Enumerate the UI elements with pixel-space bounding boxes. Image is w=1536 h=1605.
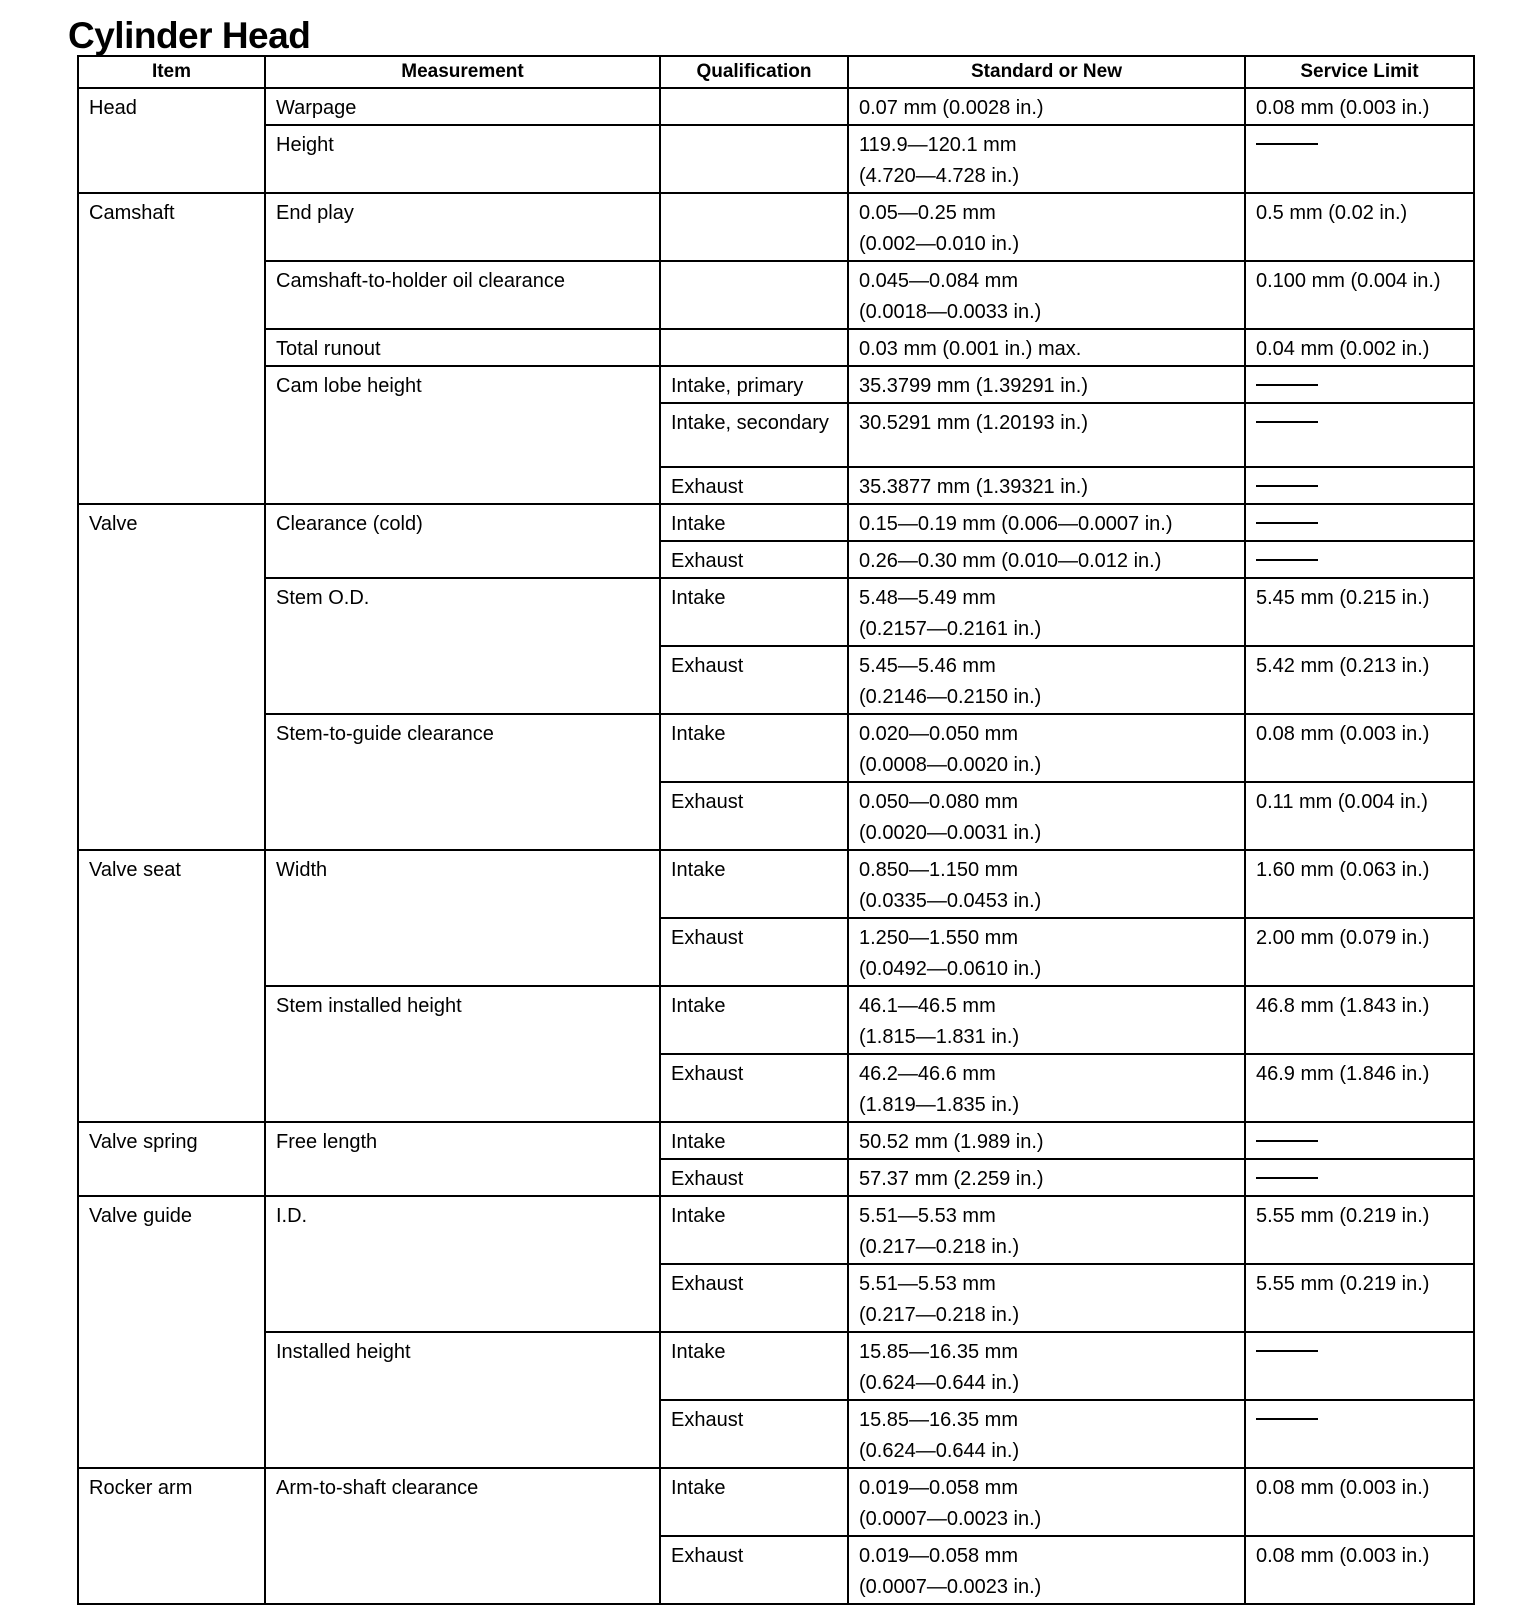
service-limit-cell bbox=[1245, 1122, 1474, 1159]
service-limit-cell: 0.5 mm (0.02 in.) bbox=[1245, 193, 1474, 261]
qualification-cell: Exhaust bbox=[660, 541, 848, 578]
qualification-cell: Exhaust bbox=[660, 1400, 848, 1468]
table-row bbox=[78, 1468, 1474, 1536]
standard-cell: 0.850—1.150 mm (0.0335—0.0453 in.) bbox=[848, 850, 1245, 918]
measurement-cell: Free length bbox=[265, 1122, 660, 1196]
qualification-cell: Exhaust bbox=[660, 1159, 848, 1196]
qualification-cell: Exhaust bbox=[660, 1536, 848, 1604]
header-item: Item bbox=[78, 56, 265, 88]
table-row bbox=[78, 193, 1474, 261]
table-row bbox=[78, 714, 1474, 782]
service-limit-cell: 0.08 mm (0.003 in.) bbox=[1245, 1536, 1474, 1604]
item-cell: Valve seat bbox=[78, 850, 265, 1122]
item-cell: Rocker arm bbox=[78, 1468, 265, 1604]
measurement-cell: Installed height bbox=[265, 1332, 660, 1468]
measurement-cell: Stem installed height bbox=[265, 986, 660, 1122]
measurement-cell: Camshaft-to-holder oil clearance bbox=[265, 261, 660, 329]
standard-cell: 5.48—5.49 mm (0.2157—0.2161 in.) bbox=[848, 578, 1245, 646]
standard-cell: 35.3877 mm (1.39321 in.) bbox=[848, 467, 1245, 504]
qualification-cell: Intake bbox=[660, 578, 848, 646]
standard-cell: 0.045—0.084 mm (0.0018—0.0033 in.) bbox=[848, 261, 1245, 329]
service-limit-cell bbox=[1245, 403, 1474, 467]
item-cell: Head bbox=[78, 88, 265, 193]
no-limit-dash bbox=[1256, 1350, 1318, 1352]
no-limit-dash bbox=[1256, 485, 1318, 487]
standard-cell: 30.5291 mm (1.20193 in.) bbox=[848, 403, 1245, 467]
table-row bbox=[78, 125, 1474, 193]
service-limit-cell bbox=[1245, 125, 1474, 193]
standard-cell: 0.03 mm (0.001 in.) max. bbox=[848, 329, 1245, 366]
table-row bbox=[78, 850, 1474, 918]
measurement-cell: Stem O.D. bbox=[265, 578, 660, 714]
standard-cell: 50.52 mm (1.989 in.) bbox=[848, 1122, 1245, 1159]
qualification-cell: Intake bbox=[660, 986, 848, 1054]
standard-cell: 0.05—0.25 mm (0.002—0.010 in.) bbox=[848, 193, 1245, 261]
service-limit-cell: 5.45 mm (0.215 in.) bbox=[1245, 578, 1474, 646]
qualification-cell bbox=[660, 261, 848, 329]
service-limit-cell: 46.8 mm (1.843 in.) bbox=[1245, 986, 1474, 1054]
no-limit-dash bbox=[1256, 1418, 1318, 1420]
header-service-limit: Service Limit bbox=[1245, 56, 1474, 88]
header-qualification: Qualification bbox=[660, 56, 848, 88]
no-limit-dash bbox=[1256, 1140, 1318, 1142]
standard-cell: 0.07 mm (0.0028 in.) bbox=[848, 88, 1245, 125]
standard-cell: 15.85—16.35 mm (0.624—0.644 in.) bbox=[848, 1400, 1245, 1468]
qualification-cell: Exhaust bbox=[660, 918, 848, 986]
standard-cell: 0.019—0.058 mm (0.0007—0.0023 in.) bbox=[848, 1536, 1245, 1604]
no-limit-dash bbox=[1256, 421, 1318, 423]
standard-cell: 5.51—5.53 mm (0.217—0.218 in.) bbox=[848, 1196, 1245, 1264]
service-limit-cell: 5.42 mm (0.213 in.) bbox=[1245, 646, 1474, 714]
service-limit-cell: 0.100 mm (0.004 in.) bbox=[1245, 261, 1474, 329]
standard-cell: 5.45—5.46 mm (0.2146—0.2150 in.) bbox=[848, 646, 1245, 714]
qualification-cell: Intake bbox=[660, 1332, 848, 1400]
service-limit-cell: 46.9 mm (1.846 in.) bbox=[1245, 1054, 1474, 1122]
service-limit-cell: 0.04 mm (0.002 in.) bbox=[1245, 329, 1474, 366]
item-cell: Valve bbox=[78, 504, 265, 850]
standard-cell: 46.2—46.6 mm (1.819—1.835 in.) bbox=[848, 1054, 1245, 1122]
no-limit-dash bbox=[1256, 1177, 1318, 1179]
service-limit-cell bbox=[1245, 1159, 1474, 1196]
measurement-cell: I.D. bbox=[265, 1196, 660, 1332]
no-limit-dash bbox=[1256, 384, 1318, 386]
spec-table bbox=[77, 55, 1475, 1605]
qualification-cell: Intake bbox=[660, 1468, 848, 1536]
service-limit-cell: 0.08 mm (0.003 in.) bbox=[1245, 88, 1474, 125]
service-limit-cell: 5.55 mm (0.219 in.) bbox=[1245, 1264, 1474, 1332]
table-row bbox=[78, 1196, 1474, 1264]
qualification-cell: Intake bbox=[660, 714, 848, 782]
standard-cell: 119.9—120.1 mm (4.720—4.728 in.) bbox=[848, 125, 1245, 193]
table-row bbox=[78, 261, 1474, 329]
no-limit-dash bbox=[1256, 143, 1318, 145]
standard-cell: 57.37 mm (2.259 in.) bbox=[848, 1159, 1245, 1196]
measurement-cell: Warpage bbox=[265, 88, 660, 125]
header-row bbox=[78, 56, 1474, 88]
service-limit-cell: 0.08 mm (0.003 in.) bbox=[1245, 714, 1474, 782]
standard-cell: 0.15—0.19 mm (0.006—0.0007 in.) bbox=[848, 504, 1245, 541]
qualification-cell: Intake, primary bbox=[660, 366, 848, 403]
standard-cell: 0.050—0.080 mm (0.0020—0.0031 in.) bbox=[848, 782, 1245, 850]
standard-cell: 0.020—0.050 mm (0.0008—0.0020 in.) bbox=[848, 714, 1245, 782]
standard-cell: 5.51—5.53 mm (0.217—0.218 in.) bbox=[848, 1264, 1245, 1332]
service-limit-cell bbox=[1245, 1400, 1474, 1468]
service-limit-cell bbox=[1245, 504, 1474, 541]
table-row bbox=[78, 1122, 1474, 1159]
qualification-cell: Exhaust bbox=[660, 646, 848, 714]
standard-cell: 0.26—0.30 mm (0.010—0.012 in.) bbox=[848, 541, 1245, 578]
qualification-cell bbox=[660, 193, 848, 261]
qualification-cell: Intake, secondary bbox=[660, 403, 848, 467]
qualification-cell: Intake bbox=[660, 1196, 848, 1264]
table-row bbox=[78, 88, 1474, 125]
measurement-cell: Stem-to-guide clearance bbox=[265, 714, 660, 850]
table-row bbox=[78, 504, 1474, 541]
measurement-cell: Width bbox=[265, 850, 660, 986]
table-row bbox=[78, 366, 1474, 403]
standard-cell: 0.019—0.058 mm (0.0007—0.0023 in.) bbox=[848, 1468, 1245, 1536]
no-limit-dash bbox=[1256, 559, 1318, 561]
qualification-cell bbox=[660, 125, 848, 193]
measurement-cell: Cam lobe height bbox=[265, 366, 660, 504]
item-cell: Valve spring bbox=[78, 1122, 265, 1196]
item-cell: Valve guide bbox=[78, 1196, 265, 1468]
standard-cell: 1.250—1.550 mm (0.0492—0.0610 in.) bbox=[848, 918, 1245, 986]
standard-cell: 35.3799 mm (1.39291 in.) bbox=[848, 366, 1245, 403]
qualification-cell: Exhaust bbox=[660, 782, 848, 850]
measurement-cell: Arm-to-shaft clearance bbox=[265, 1468, 660, 1604]
no-limit-dash bbox=[1256, 522, 1318, 524]
service-limit-cell bbox=[1245, 1332, 1474, 1400]
standard-cell: 46.1—46.5 mm (1.815—1.831 in.) bbox=[848, 986, 1245, 1054]
service-limit-cell: 5.55 mm (0.219 in.) bbox=[1245, 1196, 1474, 1264]
qualification-cell: Intake bbox=[660, 504, 848, 541]
qualification-cell: Intake bbox=[660, 850, 848, 918]
service-limit-cell: 0.11 mm (0.004 in.) bbox=[1245, 782, 1474, 850]
qualification-cell bbox=[660, 329, 848, 366]
measurement-cell: Total runout bbox=[265, 329, 660, 366]
service-limit-cell bbox=[1245, 467, 1474, 504]
service-limit-cell: 1.60 mm (0.063 in.) bbox=[1245, 850, 1474, 918]
header-standard: Standard or New bbox=[848, 56, 1245, 88]
measurement-cell: Clearance (cold) bbox=[265, 504, 660, 578]
measurement-cell: Height bbox=[265, 125, 660, 193]
qualification-cell: Exhaust bbox=[660, 467, 848, 504]
table-row bbox=[78, 986, 1474, 1054]
qualification-cell: Exhaust bbox=[660, 1054, 848, 1122]
service-limit-cell bbox=[1245, 366, 1474, 403]
service-limit-cell bbox=[1245, 541, 1474, 578]
item-cell: Camshaft bbox=[78, 193, 265, 504]
qualification-cell: Intake bbox=[660, 1122, 848, 1159]
header-measurement: Measurement bbox=[265, 56, 660, 88]
service-limit-cell: 2.00 mm (0.079 in.) bbox=[1245, 918, 1474, 986]
standard-cell: 15.85—16.35 mm (0.624—0.644 in.) bbox=[848, 1332, 1245, 1400]
qualification-cell bbox=[660, 88, 848, 125]
qualification-cell: Exhaust bbox=[660, 1264, 848, 1332]
table-row bbox=[78, 578, 1474, 646]
page-title: Cylinder Head bbox=[68, 15, 311, 56]
table-row bbox=[78, 1332, 1474, 1400]
service-limit-cell: 0.08 mm (0.003 in.) bbox=[1245, 1468, 1474, 1536]
table-row bbox=[78, 329, 1474, 366]
measurement-cell: End play bbox=[265, 193, 660, 261]
